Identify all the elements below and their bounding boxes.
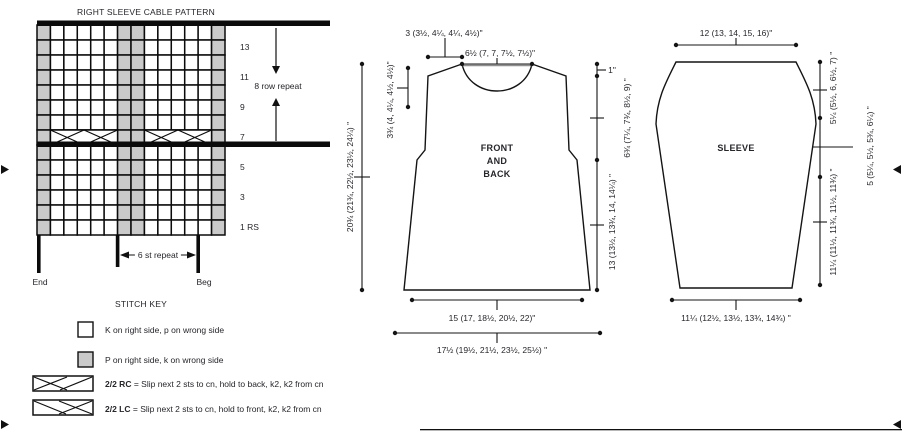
chart-repeat-bar — [37, 142, 330, 148]
body-length-dim: 13 (13½, 13¾, 14, 14¼) " — [607, 173, 617, 271]
shoulder-width-dim: 3 (3½, 4¼, 4¼, 4½)" — [405, 28, 483, 38]
row-repeat-label: 8 row repeat — [254, 81, 302, 91]
key-rc-desc: = Slip next 2 sts to cn, hold to back, k2, k2 from cn — [131, 379, 324, 389]
key-symbols — [33, 322, 93, 415]
chart-row-label: 9 — [240, 102, 245, 112]
armhole-depth-dim: 6¾ (7¼, 7¾, 8½, 9) " — [622, 78, 632, 158]
chart-row-label: 11 — [240, 72, 249, 82]
key-entry-lc — [105, 404, 322, 414]
sleeve-top-width-dim: 12 (13, 14, 15, 16)" — [699, 28, 773, 38]
cable-rc-symbol — [33, 376, 93, 391]
chart-title: RIGHT SLEEVE CABLE PATTERN — [77, 7, 215, 17]
sleeve-upper-length-dim: 5 (5¼, 5½, 5¾, 6¼) " — [865, 106, 875, 186]
sleeve-dimension-dots — [670, 43, 822, 302]
front-back-label-line3: BACK — [483, 169, 511, 179]
front-back-label-line1: FRONT — [480, 143, 514, 153]
stitch-key-title: STITCH KEY — [114, 299, 168, 309]
chart-row-label: 5 — [240, 162, 245, 172]
neck-drop-dim: 1" — [608, 65, 616, 75]
stitch-repeat-label: 6 st repeat — [135, 250, 181, 260]
key-entry-rc — [105, 379, 324, 389]
key-entry-knit: K on right side, p on wrong side — [105, 325, 225, 335]
chart-row-label: 1 RS — [240, 222, 259, 232]
cable-lc-symbol — [33, 400, 93, 415]
sleeve-outline — [656, 62, 816, 288]
sleeve-cap-height-dim: 5¼ (5½, 6, 6½, 7) " — [828, 51, 838, 125]
sleeve-label: SLEEVE — [717, 143, 755, 153]
chart-row-label: 3 — [240, 192, 245, 202]
sleeve-dimension-lines — [672, 38, 853, 310]
key-lc-name: 2/2 LC — [105, 404, 131, 414]
front-back-label-line2: AND — [486, 156, 508, 166]
chart-end-label: End — [32, 277, 48, 287]
sleeve-cuff-width-dim: 11¼ (12½, 13½, 13¾, 14¾) " — [681, 313, 791, 323]
key-entry-purl: P on right side, k on wrong side — [105, 355, 224, 365]
neck-width-dim: 6½ (7, 7, 7½, 7½)" — [464, 48, 536, 58]
chart-row-label: 7 — [240, 132, 245, 142]
total-length-dim: 20¾ (21¾, 22½, 23½, 24¼) " — [345, 121, 355, 233]
chart-row-label: 13 — [240, 42, 250, 52]
chart-beg-label: Beg — [196, 277, 212, 287]
hem-width-dim: 17½ (19½, 21½, 23½, 25½) " — [436, 345, 548, 355]
key-rc-name: 2/2 RC — [105, 379, 132, 389]
yoke-depth-dim: 3¾ (4, 4¼, 4½, 4½)" — [385, 61, 395, 139]
sleeve-lower-length-dim: 11¼ (11½, 11¾, 11½, 11¾) " — [828, 168, 838, 276]
purl-box-symbol — [78, 352, 93, 367]
chart-top-bar — [37, 21, 330, 27]
chest-width-dim: 15 (17, 18½, 20½, 22)" — [448, 313, 536, 323]
key-lc-desc: = Slip next 2 sts to cn, hold to front, k2, k2 from cn — [130, 404, 322, 414]
knit-box-symbol — [78, 322, 93, 337]
front-back-dimension-dots — [360, 55, 602, 335]
